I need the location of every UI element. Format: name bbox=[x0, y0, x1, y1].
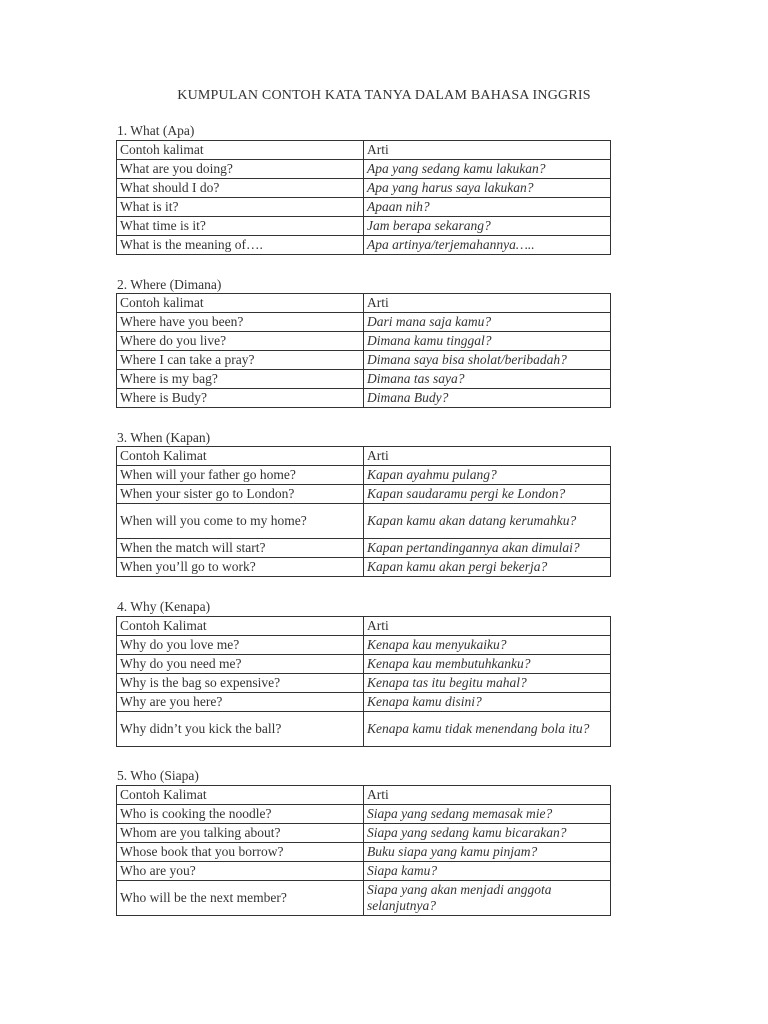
section-heading: 4. Why (Kenapa) bbox=[117, 599, 211, 614]
example-sentence: What is the meaning of…. bbox=[117, 236, 364, 255]
meaning: Kenapa kamu disini? bbox=[364, 693, 611, 712]
table-row bbox=[117, 558, 611, 577]
table-row bbox=[117, 881, 611, 916]
meaning: Buku siapa yang kamu pinjam? bbox=[364, 843, 611, 862]
table-row bbox=[117, 236, 611, 255]
meaning: Apa artinya/terjemahannya….. bbox=[364, 236, 611, 255]
header-example: Contoh Kalimat bbox=[117, 617, 364, 636]
example-sentence: Whom are you talking about? bbox=[117, 824, 364, 843]
table-row bbox=[117, 504, 611, 539]
table-row bbox=[117, 351, 611, 370]
table-row bbox=[117, 843, 611, 862]
meaning: Dari mana saja kamu? bbox=[364, 313, 611, 332]
question-table bbox=[116, 446, 611, 577]
table-row bbox=[117, 485, 611, 504]
header-meaning: Arti bbox=[364, 141, 611, 160]
meaning: Apa yang sedang kamu lakukan? bbox=[364, 160, 611, 179]
example-sentence: Why is the bag so expensive? bbox=[117, 674, 364, 693]
question-table bbox=[116, 785, 611, 916]
table-row bbox=[117, 693, 611, 712]
meaning: Siapa yang sedang memasak mie? bbox=[364, 805, 611, 824]
example-sentence: What is it? bbox=[117, 198, 364, 217]
table-row bbox=[117, 332, 611, 351]
table-row bbox=[117, 862, 611, 881]
table-row bbox=[117, 805, 611, 824]
meaning: Kapan pertandingannya akan dimulai? bbox=[364, 539, 611, 558]
question-table bbox=[116, 293, 611, 408]
header-meaning: Arti bbox=[364, 786, 611, 805]
section-heading: 3. When (Kapan) bbox=[117, 430, 211, 445]
header-example: Contoh kalimat bbox=[117, 141, 364, 160]
header-example: Contoh Kalimat bbox=[117, 786, 364, 805]
header-example: Contoh kalimat bbox=[117, 294, 364, 313]
example-sentence: Where is Budy? bbox=[117, 389, 364, 408]
section-heading: 5. Who (Siapa) bbox=[117, 768, 199, 783]
example-sentence: Why are you here? bbox=[117, 693, 364, 712]
meaning: Siapa yang sedang kamu bicarakan? bbox=[364, 824, 611, 843]
table-row bbox=[117, 824, 611, 843]
header-meaning: Arti bbox=[364, 447, 611, 466]
table-header-row bbox=[117, 141, 611, 160]
meaning: Kenapa kau membutuhkanku? bbox=[364, 655, 611, 674]
meaning: Dimana saya bisa sholat/beribadah? bbox=[364, 351, 611, 370]
table-row bbox=[117, 370, 611, 389]
table-header-row bbox=[117, 786, 611, 805]
example-sentence: When the match will start? bbox=[117, 539, 364, 558]
table-header-row bbox=[117, 447, 611, 466]
meaning: Siapa kamu? bbox=[364, 862, 611, 881]
table-header-row bbox=[117, 617, 611, 636]
page-title: KUMPULAN CONTOH KATA TANYA DALAM BAHASA INGGRIS bbox=[177, 88, 591, 103]
example-sentence: Why do you need me? bbox=[117, 655, 364, 674]
example-sentence: Where have you been? bbox=[117, 313, 364, 332]
table-row bbox=[117, 217, 611, 236]
question-table bbox=[116, 616, 611, 747]
meaning: Kenapa kau menyukaiku? bbox=[364, 636, 611, 655]
meaning: Apaan nih? bbox=[364, 198, 611, 217]
header-meaning: Arti bbox=[364, 294, 611, 313]
header-example: Contoh Kalimat bbox=[117, 447, 364, 466]
example-sentence: Who is cooking the noodle? bbox=[117, 805, 364, 824]
section-heading: 2. Where (Dimana) bbox=[117, 277, 222, 292]
table-row bbox=[117, 539, 611, 558]
table-row bbox=[117, 160, 611, 179]
example-sentence: Why do you love me? bbox=[117, 636, 364, 655]
example-sentence: Where is my bag? bbox=[117, 370, 364, 389]
example-sentence: What should I do? bbox=[117, 179, 364, 198]
table-row bbox=[117, 636, 611, 655]
meaning: Kapan kamu akan pergi bekerja? bbox=[364, 558, 611, 577]
table-row bbox=[117, 674, 611, 693]
meaning: Apa yang harus saya lakukan? bbox=[364, 179, 611, 198]
example-sentence: Where do you live? bbox=[117, 332, 364, 351]
meaning: Kenapa kamu tidak menendang bola itu? bbox=[364, 712, 611, 747]
example-sentence: What time is it? bbox=[117, 217, 364, 236]
meaning: Siapa yang akan menjadi anggota selanjutnya? bbox=[364, 881, 611, 916]
example-sentence: When will you come to my home? bbox=[117, 504, 364, 539]
table-row bbox=[117, 179, 611, 198]
example-sentence: Who are you? bbox=[117, 862, 364, 881]
question-table bbox=[116, 140, 611, 255]
meaning: Kapan kamu akan datang kerumahku? bbox=[364, 504, 611, 539]
example-sentence: When you’ll go to work? bbox=[117, 558, 364, 577]
meaning: Kenapa tas itu begitu mahal? bbox=[364, 674, 611, 693]
meaning: Dimana tas saya? bbox=[364, 370, 611, 389]
section-heading: 1. What (Apa) bbox=[117, 123, 195, 138]
table-row bbox=[117, 313, 611, 332]
example-sentence: When your sister go to London? bbox=[117, 485, 364, 504]
example-sentence: Where I can take a pray? bbox=[117, 351, 364, 370]
header-meaning: Arti bbox=[364, 617, 611, 636]
table-row bbox=[117, 466, 611, 485]
meaning: Dimana Budy? bbox=[364, 389, 611, 408]
example-sentence: Why didn’t you kick the ball? bbox=[117, 712, 364, 747]
example-sentence: What are you doing? bbox=[117, 160, 364, 179]
meaning: Jam berapa sekarang? bbox=[364, 217, 611, 236]
table-row bbox=[117, 198, 611, 217]
example-sentence: Whose book that you borrow? bbox=[117, 843, 364, 862]
table-row bbox=[117, 712, 611, 747]
example-sentence: Who will be the next member? bbox=[117, 881, 364, 916]
meaning: Kapan saudaramu pergi ke London? bbox=[364, 485, 611, 504]
meaning: Kapan ayahmu pulang? bbox=[364, 466, 611, 485]
meaning: Dimana kamu tinggal? bbox=[364, 332, 611, 351]
table-header-row bbox=[117, 294, 611, 313]
example-sentence: When will your father go home? bbox=[117, 466, 364, 485]
table-row bbox=[117, 655, 611, 674]
table-row bbox=[117, 389, 611, 408]
